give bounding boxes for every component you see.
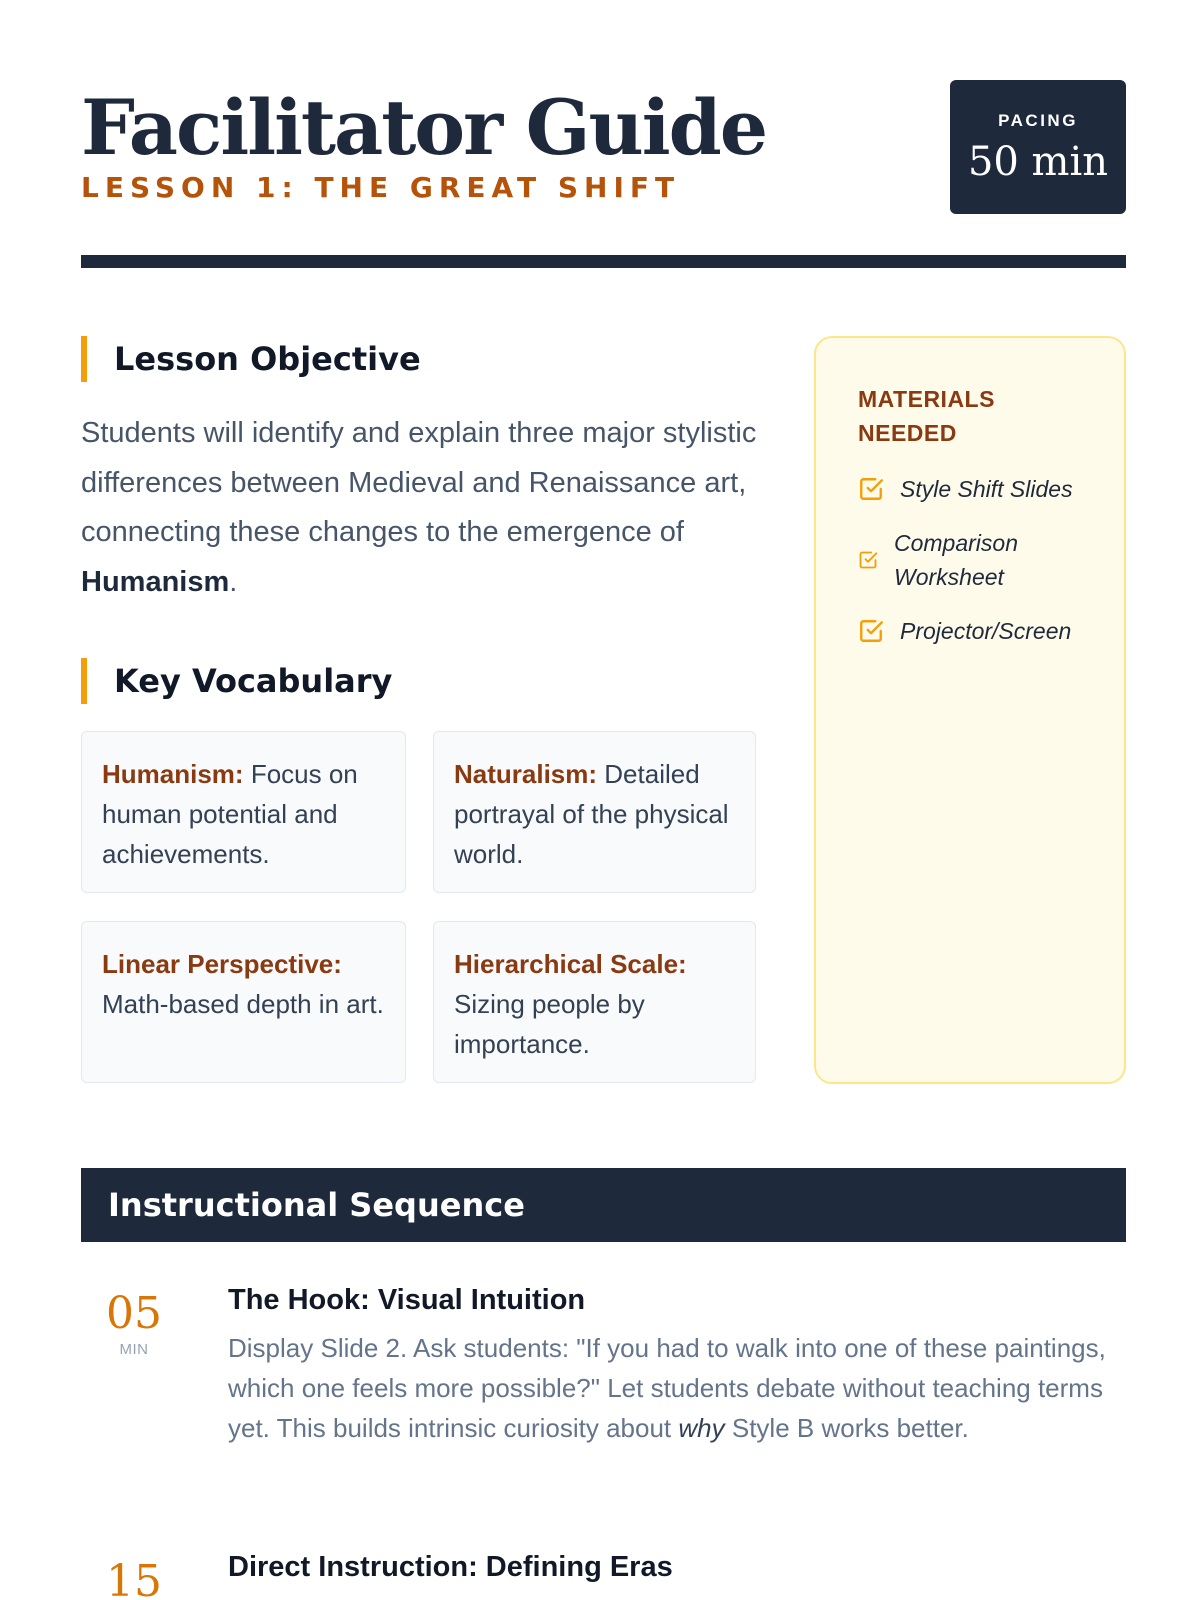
step-unit: MIN	[119, 1341, 149, 1358]
vocab-term: Hierarchical Scale:	[454, 949, 687, 979]
step-minutes: 05	[106, 1288, 162, 1339]
materials-panel	[814, 336, 1126, 1084]
vocab-term: Naturalism:	[454, 759, 598, 789]
objective-heading: Lesson Objective	[81, 336, 421, 382]
checkbox-checked-icon	[858, 476, 884, 502]
lesson-subtitle: LESSON 1: THE GREAT SHIFT	[81, 171, 681, 204]
checkbox-checked-icon	[858, 618, 884, 644]
vocab-term: Humanism:	[102, 759, 244, 789]
material-label: Projector/Screen	[900, 618, 1072, 644]
vocab-card-naturalism	[433, 731, 756, 893]
vocab-card-humanism	[81, 731, 406, 893]
step-title: Direct Instruction: Defining Eras	[228, 1551, 673, 1583]
vocab-definition: Detailed portrayal of the physical world.	[454, 759, 729, 869]
page-title: Facilitator Guide	[81, 83, 767, 172]
step-emphasis: why	[678, 1413, 725, 1443]
sequence-heading: Instructional Sequence	[81, 1168, 1126, 1242]
header-divider	[81, 255, 1126, 268]
vocab-definition: Focus on human potential and achievements.	[102, 759, 358, 869]
material-item-worksheet	[858, 526, 1090, 594]
step-title: The Hook: Visual Intuition	[228, 1284, 586, 1316]
materials-title: MATERIALS NEEDED	[858, 386, 995, 446]
vocab-term: Linear Perspective:	[102, 949, 342, 979]
vocab-card-hierarchical-scale	[433, 921, 756, 1083]
material-item-slides	[858, 472, 1090, 506]
checkbox-checked-icon	[858, 550, 878, 570]
material-label: Comparison Worksheet	[894, 530, 1018, 590]
vocab-definition: Sizing people by importance.	[454, 989, 645, 1059]
objective-text: Students will identify and explain three major stylistic differences between Medieval and Renaissance art, connecting these changes to the emergence of Humanism.	[81, 417, 757, 598]
pacing-value: 50 min	[967, 139, 1109, 185]
pacing-label: PACING	[998, 111, 1078, 130]
objective-emphasis: Humanism	[81, 565, 230, 598]
material-item-projector	[858, 614, 1090, 648]
material-label: Style Shift Slides	[900, 476, 1073, 502]
vocab-card-linear-perspective	[81, 921, 406, 1083]
vocab-definition: Math-based depth in art.	[102, 989, 384, 1019]
vocabulary-heading: Key Vocabulary	[81, 658, 392, 704]
step-minutes: 15	[106, 1556, 162, 1600]
step-description: Display Slide 2. Ask students: "If you had to walk into one of these paintings, which one feels more possible?" Let students debate without teaching terms yet. This builds intrinsic curiosity about why Style B works better.	[228, 1333, 1106, 1443]
pacing-badge	[950, 80, 1126, 214]
document-header	[81, 80, 1126, 270]
